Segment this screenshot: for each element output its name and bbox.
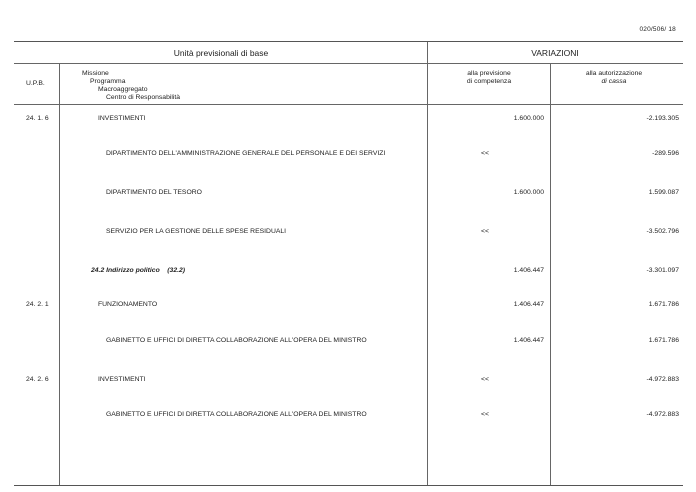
cassa-value: -3.301.097 [646, 267, 679, 274]
cassa-value: 1.671.786 [648, 337, 679, 344]
competenza-header-line2: di competenza [466, 78, 512, 85]
upb-code: 24. 2. 1 [26, 301, 49, 308]
row-description: GABINETTO E UFFICI DI DIRETTA COLLABORAZIONE ALL'OPERA DEL MINISTRO [106, 337, 367, 344]
cassa-header-line2: di cassa [601, 78, 627, 85]
row-description: INVESTIMENTI [98, 376, 146, 383]
table-row [14, 228, 683, 242]
header-divider-top [14, 63, 683, 64]
upb-code: 24. 2. 6 [26, 376, 49, 383]
table-row [14, 411, 683, 425]
cassa-value: -2.193.305 [646, 115, 679, 122]
variazioni-header: VARIAZIONI [531, 48, 579, 58]
table-row [14, 376, 683, 390]
row-description: GABINETTO E UFFICI DI DIRETTA COLLABORAZIONE ALL'OPERA DEL MINISTRO [106, 411, 367, 418]
table-row [14, 337, 683, 351]
budget-table [14, 41, 683, 486]
cassa-value: -289.596 [652, 150, 679, 157]
table-row [14, 115, 683, 129]
cassa-header-line1: alla autorizzazione [585, 70, 643, 77]
upb-code: 24. 1. 6 [26, 115, 49, 122]
competenza-value: 1.600.000 [513, 189, 544, 196]
table-row [14, 150, 683, 164]
page-number: 020/506/ 18 [639, 26, 676, 33]
programma-header: Programma [90, 78, 126, 85]
row-description: DIPARTIMENTO DEL TESORO [106, 189, 202, 196]
cassa-value: 1.671.786 [648, 301, 679, 308]
unita-header: Unità previsionali di base [173, 48, 269, 58]
cassa-value: -4.972.883 [646, 411, 679, 418]
competenza-value: << [481, 376, 489, 383]
cassa-value: -4.972.883 [646, 376, 679, 383]
upb-header: U.P.B. [26, 80, 45, 87]
table-row [14, 301, 683, 315]
competenza-value: 1.600.000 [513, 115, 544, 122]
header-divider-bottom [14, 104, 683, 105]
table-row [14, 189, 683, 203]
missione-header: Missione [82, 70, 109, 77]
competenza-value: 1.406.447 [513, 337, 544, 344]
competenza-header-line1: alla previsione [467, 70, 511, 77]
competenza-value: << [481, 150, 489, 157]
row-description: FUNZIONAMENTO [98, 301, 158, 308]
competenza-value: << [481, 228, 489, 235]
cassa-value: 1.599.087 [648, 189, 679, 196]
row-description: INVESTIMENTI [98, 115, 146, 122]
competenza-value: 1.406.447 [513, 301, 544, 308]
row-description: SERVIZIO PER LA GESTIONE DELLE SPESE RESIDUALI [106, 228, 287, 235]
table-row [14, 267, 683, 281]
competenza-value: 1.406.447 [513, 267, 544, 274]
competenza-value: << [481, 411, 489, 418]
centro-header: Centro di Responsabilità [106, 94, 181, 101]
programma-title: 24.2 Indirizzo politico (32.2) [91, 267, 186, 274]
cassa-value: -3.502.796 [646, 228, 679, 235]
macroaggregato-header: Macroaggregato [98, 86, 148, 93]
row-description: DIPARTIMENTO DELL'AMMINISTRAZIONE GENERALE DEL PERSONALE E DEI SERVIZI [106, 150, 386, 157]
